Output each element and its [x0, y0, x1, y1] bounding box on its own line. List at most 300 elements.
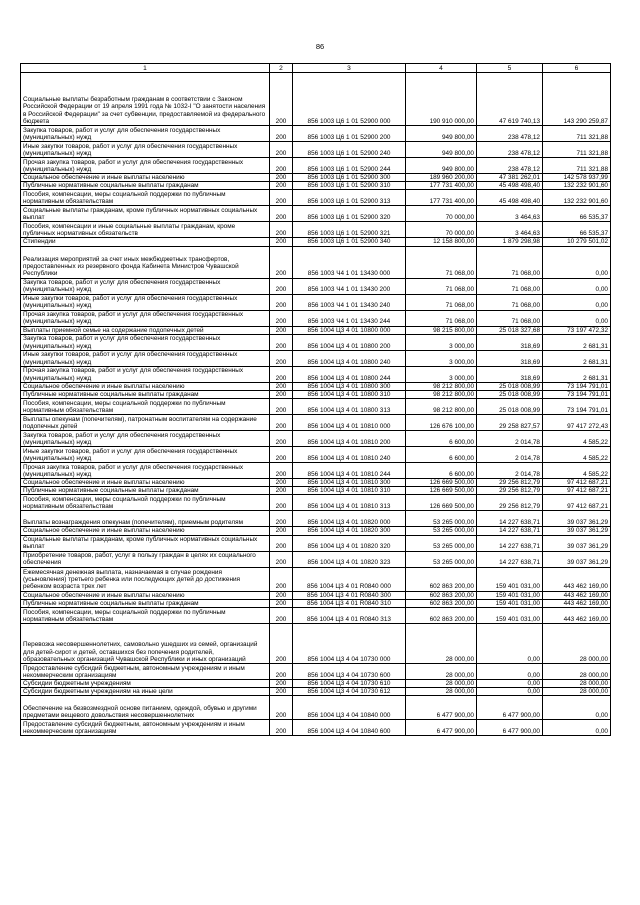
unexecuted-amount-cell: 73 194 791,01 — [543, 399, 611, 415]
approved-amount-cell: 6 600,00 — [406, 463, 477, 479]
expense-name-cell: Социальное обеспечение и иные выплаты населению — [21, 591, 270, 599]
executed-amount-cell: 14 227 638,71 — [477, 535, 543, 551]
budget-classification-code-cell: 856 1004 Ц3 4 01 R0840 310 — [293, 599, 406, 607]
admin-code-cell: 200 — [270, 350, 293, 366]
table-row — [21, 142, 611, 158]
approved-amount-cell: 71 068,00 — [406, 246, 477, 278]
approved-amount-cell: 53 265 000,00 — [406, 551, 477, 567]
admin-code-cell: 200 — [270, 158, 293, 174]
table-row — [21, 73, 611, 126]
budget-classification-code-cell: 856 1003 Ц6 1 01 52900 240 — [293, 142, 406, 158]
approved-amount-cell: 949 800,00 — [406, 126, 477, 142]
approved-amount-cell: 3 000,00 — [406, 334, 477, 350]
admin-code-cell: 200 — [270, 294, 293, 310]
expense-name-cell: Предоставление субсидий бюджетным, автономным учреждениям и иным некоммерческим организациям — [21, 720, 270, 736]
table-row — [21, 310, 611, 326]
admin-code-cell: 200 — [270, 431, 293, 447]
budget-classification-code-cell: 856 1003 Ц6 1 01 52900 321 — [293, 222, 406, 238]
expense-name-cell: Прочая закупка товаров, работ и услуг для обеспечения государственных (муниципальных) нужд — [21, 158, 270, 174]
executed-amount-cell: 25 018 008,99 — [477, 399, 543, 415]
expense-name-cell: Приобретение товаров, работ, услуг в пользу граждан в целях их социального обеспечения — [21, 551, 270, 567]
executed-amount-cell: 0,00 — [477, 688, 543, 696]
budget-classification-code-cell: 856 1004 Ц3 4 01 10810 240 — [293, 447, 406, 463]
admin-code-cell: 200 — [270, 334, 293, 350]
table-row — [21, 679, 611, 687]
admin-code-cell: 200 — [270, 222, 293, 238]
budget-classification-code-cell: 856 1003 Ц6 1 01 52900 320 — [293, 206, 406, 222]
executed-amount-cell: 2 014,78 — [477, 447, 543, 463]
expense-name-cell: Выплаты опекунам (попечителям), патронатным воспитателям на содержание подопечных детей — [21, 415, 270, 431]
table-row — [21, 696, 611, 720]
budget-classification-code-cell: 856 1004 Ц3 4 01 10810 244 — [293, 463, 406, 479]
executed-amount-cell: 318,69 — [477, 366, 543, 382]
admin-code-cell: 200 — [270, 591, 293, 599]
admin-code-cell: 200 — [270, 190, 293, 206]
table-row — [21, 366, 611, 382]
unexecuted-amount-cell: 0,00 — [543, 310, 611, 326]
expense-name-cell: Пособия, компенсации, меры социальной поддержки по публичным нормативным обязательствам — [21, 495, 270, 511]
expense-name-cell: Публичные нормативные социальные выплаты гражданам — [21, 487, 270, 495]
admin-code-cell: 200 — [270, 447, 293, 463]
approved-amount-cell: 98 215 800,00 — [406, 326, 477, 334]
approved-amount-cell: 53 265 000,00 — [406, 511, 477, 527]
expense-name-cell: Публичные нормативные социальные выплаты гражданам — [21, 390, 270, 398]
executed-amount-cell: 318,69 — [477, 334, 543, 350]
table-row — [21, 567, 611, 591]
budget-classification-code-cell: 856 1004 Ц3 4 04 10840 000 — [293, 696, 406, 720]
unexecuted-amount-cell: 132 232 901,60 — [543, 190, 611, 206]
column-header-5: 5 — [477, 64, 543, 73]
executed-amount-cell: 25 018 327,68 — [477, 326, 543, 334]
admin-code-cell: 200 — [270, 527, 293, 535]
executed-amount-cell: 45 498 498,40 — [477, 182, 543, 190]
admin-code-cell: 200 — [270, 415, 293, 431]
table-row — [21, 126, 611, 142]
executed-amount-cell: 0,00 — [477, 663, 543, 679]
table-row — [21, 551, 611, 567]
table-row — [21, 294, 611, 310]
table-row — [21, 238, 611, 246]
unexecuted-amount-cell: 142 578 937,99 — [543, 174, 611, 182]
admin-code-cell: 200 — [270, 238, 293, 246]
table-row — [21, 246, 611, 278]
table-row — [21, 607, 611, 623]
table-row — [21, 511, 611, 527]
executed-amount-cell: 14 227 638,71 — [477, 511, 543, 527]
column-header-4: 4 — [406, 64, 477, 73]
budget-classification-code-cell: 856 1004 Ц3 4 01 10820 000 — [293, 511, 406, 527]
approved-amount-cell: 70 000,00 — [406, 206, 477, 222]
approved-amount-cell: 6 477 900,00 — [406, 720, 477, 736]
approved-amount-cell: 6 600,00 — [406, 447, 477, 463]
unexecuted-amount-cell: 28 000,00 — [543, 688, 611, 696]
expense-name-cell: Закупка товаров, работ и услуг для обеспечения государственных (муниципальных) нужд — [21, 126, 270, 142]
budget-classification-code-cell: 856 1003 Ч4 1 01 13430 200 — [293, 278, 406, 294]
executed-amount-cell: 0,00 — [477, 679, 543, 687]
approved-amount-cell: 53 265 000,00 — [406, 527, 477, 535]
table-row — [21, 190, 611, 206]
approved-amount-cell: 28 000,00 — [406, 679, 477, 687]
admin-code-cell: 200 — [270, 390, 293, 398]
unexecuted-amount-cell: 4 585,22 — [543, 431, 611, 447]
approved-amount-cell: 71 068,00 — [406, 310, 477, 326]
admin-code-cell: 200 — [270, 126, 293, 142]
executed-amount-cell: 71 068,00 — [477, 310, 543, 326]
expense-name-cell: Закупка товаров, работ и услуг для обеспечения государственных (муниципальных) нужд — [21, 278, 270, 294]
approved-amount-cell: 12 158 800,00 — [406, 238, 477, 246]
page-number: 86 — [315, 42, 325, 51]
table-row — [21, 334, 611, 350]
unexecuted-amount-cell: 711 321,88 — [543, 142, 611, 158]
table-row — [21, 591, 611, 599]
approved-amount-cell: 98 212 800,00 — [406, 399, 477, 415]
budget-classification-code-cell: 856 1004 Ц3 4 01 10820 323 — [293, 551, 406, 567]
expense-name-cell: Пособия, компенсации и иные социальные выплаты гражданам, кроме публичных нормативных обязательств — [21, 222, 270, 238]
budget-classification-code-cell: 856 1004 Ц3 4 01 10800 200 — [293, 334, 406, 350]
admin-code-cell: 200 — [270, 142, 293, 158]
executed-amount-cell: 29 258 827,57 — [477, 415, 543, 431]
executed-amount-cell: 29 256 812,79 — [477, 495, 543, 511]
expense-name-cell: Социальное обеспечение и иные выплаты населению — [21, 174, 270, 182]
table-row — [21, 663, 611, 679]
approved-amount-cell: 189 960 200,00 — [406, 174, 477, 182]
admin-code-cell: 200 — [270, 463, 293, 479]
table-row — [21, 382, 611, 390]
table-body — [21, 73, 611, 736]
executed-amount-cell: 47 619 740,13 — [477, 73, 543, 126]
unexecuted-amount-cell: 73 197 472,32 — [543, 326, 611, 334]
table-row — [21, 390, 611, 398]
admin-code-cell: 200 — [270, 399, 293, 415]
expense-name-cell: Выплаты приемной семье на содержание подопечных детей — [21, 326, 270, 334]
unexecuted-amount-cell: 66 535,37 — [543, 206, 611, 222]
unexecuted-amount-cell: 0,00 — [543, 294, 611, 310]
unexecuted-amount-cell: 0,00 — [543, 720, 611, 736]
expense-name-cell: Предоставление субсидий бюджетным, автономным учреждениям и иным некоммерческим организациям — [21, 663, 270, 679]
executed-amount-cell: 45 498 498,40 — [477, 190, 543, 206]
unexecuted-amount-cell: 28 000,00 — [543, 623, 611, 663]
unexecuted-amount-cell: 39 037 361,29 — [543, 511, 611, 527]
approved-amount-cell: 53 265 000,00 — [406, 535, 477, 551]
unexecuted-amount-cell: 39 037 361,29 — [543, 551, 611, 567]
column-header-6: 6 — [543, 64, 611, 73]
executed-amount-cell: 6 477 900,00 — [477, 696, 543, 720]
approved-amount-cell: 6 600,00 — [406, 431, 477, 447]
expense-name-cell: Закупка товаров, работ и услуг для обеспечения государственных (муниципальных) нужд — [21, 334, 270, 350]
executed-amount-cell: 25 018 008,99 — [477, 390, 543, 398]
expense-name-cell: Субсидии бюджетным учреждениям — [21, 679, 270, 687]
table-row — [21, 463, 611, 479]
executed-amount-cell: 3 464,63 — [477, 206, 543, 222]
table-row — [21, 431, 611, 447]
table-row — [21, 599, 611, 607]
expense-name-cell: Публичные нормативные социальные выплаты гражданам — [21, 182, 270, 190]
unexecuted-amount-cell: 0,00 — [543, 246, 611, 278]
budget-classification-code-cell: 856 1004 Ц3 4 01 10800 300 — [293, 382, 406, 390]
budget-classification-code-cell: 856 1004 Ц3 4 01 10800 240 — [293, 350, 406, 366]
table-row — [21, 158, 611, 174]
table-row — [21, 278, 611, 294]
expense-name-cell: Публичные нормативные социальные выплаты гражданам — [21, 599, 270, 607]
column-header-1: 1 — [21, 64, 270, 73]
approved-amount-cell: 28 000,00 — [406, 688, 477, 696]
approved-amount-cell: 177 731 400,00 — [406, 190, 477, 206]
expense-name-cell: Прочая закупка товаров, работ и услуг для обеспечения государственных (муниципальных) нужд — [21, 310, 270, 326]
unexecuted-amount-cell: 132 232 901,60 — [543, 182, 611, 190]
admin-code-cell: 200 — [270, 551, 293, 567]
column-header-2: 2 — [270, 64, 293, 73]
budget-classification-code-cell: 856 1003 Ц6 1 01 52900 200 — [293, 126, 406, 142]
admin-code-cell: 200 — [270, 73, 293, 126]
expense-name-cell: Реализация мероприятий за счет иных межбюджетных трансфертов, предоставленных из резервного фонда Кабинета Министров Чувашской Республики — [21, 246, 270, 278]
approved-amount-cell: 98 212 800,00 — [406, 382, 477, 390]
approved-amount-cell: 98 212 800,00 — [406, 390, 477, 398]
executed-amount-cell: 14 227 638,71 — [477, 527, 543, 535]
expense-name-cell: Социальное обеспечение и иные выплаты населению — [21, 527, 270, 535]
admin-code-cell: 200 — [270, 720, 293, 736]
budget-classification-code-cell: 856 1004 Ц3 4 01 10800 313 — [293, 399, 406, 415]
expense-name-cell: Иные закупки товаров, работ и услуг для обеспечения государственных (муниципальных) нужд — [21, 142, 270, 158]
approved-amount-cell: 126 676 100,00 — [406, 415, 477, 431]
admin-code-cell: 200 — [270, 599, 293, 607]
budget-classification-code-cell: 856 1004 Ц3 4 04 10840 600 — [293, 720, 406, 736]
expense-name-cell: Обеспечение на безвозмездной основе питанием, одеждой, обувью и другими предметами вещевого довольствия несовершеннолетних — [21, 696, 270, 720]
admin-code-cell: 200 — [270, 487, 293, 495]
admin-code-cell: 200 — [270, 206, 293, 222]
admin-code-cell: 200 — [270, 495, 293, 511]
approved-amount-cell: 70 000,00 — [406, 222, 477, 238]
table-row — [21, 688, 611, 696]
table-row — [21, 399, 611, 415]
unexecuted-amount-cell: 711 321,88 — [543, 126, 611, 142]
approved-amount-cell: 3 000,00 — [406, 366, 477, 382]
table-row — [21, 487, 611, 495]
budget-classification-code-cell: 856 1004 Ц3 4 01 10810 313 — [293, 495, 406, 511]
approved-amount-cell: 602 863 200,00 — [406, 607, 477, 623]
approved-amount-cell: 602 863 200,00 — [406, 591, 477, 599]
unexecuted-amount-cell: 28 000,00 — [543, 663, 611, 679]
executed-amount-cell: 238 478,12 — [477, 126, 543, 142]
unexecuted-amount-cell: 97 412 687,21 — [543, 479, 611, 487]
expense-name-cell: Социальное обеспечение и иные выплаты населению — [21, 479, 270, 487]
executed-amount-cell: 159 401 031,00 — [477, 599, 543, 607]
budget-classification-code-cell: 856 1004 Ц3 4 01 10810 200 — [293, 431, 406, 447]
expense-name-cell: Перевозка несовершеннолетних, самовольно ушедших из семей, организаций для детей-сирот и детей, оставшихся без попечения родителей, образовательных организаций Чувашской Республики и иных организаций — [21, 623, 270, 663]
expense-name-cell: Социальное обеспечение и иные выплаты населению — [21, 382, 270, 390]
table-row — [21, 527, 611, 535]
unexecuted-amount-cell: 143 290 259,87 — [543, 73, 611, 126]
budget-classification-code-cell: 856 1003 Ч4 1 01 13430 240 — [293, 294, 406, 310]
budget-classification-code-cell: 856 1003 Ц6 1 01 52900 300 — [293, 174, 406, 182]
table-row — [21, 479, 611, 487]
admin-code-cell: 200 — [270, 663, 293, 679]
executed-amount-cell: 238 478,12 — [477, 158, 543, 174]
unexecuted-amount-cell: 2 681,31 — [543, 334, 611, 350]
budget-classification-code-cell: 856 1004 Ц3 4 04 10730 612 — [293, 688, 406, 696]
executed-amount-cell: 25 018 008,99 — [477, 382, 543, 390]
executed-amount-cell: 71 068,00 — [477, 246, 543, 278]
unexecuted-amount-cell: 711 321,88 — [543, 158, 611, 174]
approved-amount-cell: 602 863 200,00 — [406, 599, 477, 607]
executed-amount-cell: 1 879 298,98 — [477, 238, 543, 246]
approved-amount-cell: 126 669 500,00 — [406, 495, 477, 511]
unexecuted-amount-cell: 443 462 169,00 — [543, 607, 611, 623]
table-row — [21, 720, 611, 736]
approved-amount-cell: 3 000,00 — [406, 350, 477, 366]
executed-amount-cell: 14 227 638,71 — [477, 551, 543, 567]
executed-amount-cell: 29 256 812,79 — [477, 479, 543, 487]
budget-classification-code-cell: 856 1004 Ц3 4 01 10800 000 — [293, 326, 406, 334]
expense-name-cell: Иные закупки товаров, работ и услуг для обеспечения государственных (муниципальных) нужд — [21, 350, 270, 366]
table-row — [21, 623, 611, 663]
approved-amount-cell: 6 477 900,00 — [406, 696, 477, 720]
table-row — [21, 350, 611, 366]
unexecuted-amount-cell: 0,00 — [543, 696, 611, 720]
table-row — [21, 206, 611, 222]
admin-code-cell: 200 — [270, 246, 293, 278]
budget-classification-code-cell: 856 1004 Ц3 4 01 10800 310 — [293, 390, 406, 398]
executed-amount-cell: 29 256 812,79 — [477, 487, 543, 495]
expense-name-cell: Субсидии бюджетным учреждениям на иные цели — [21, 688, 270, 696]
admin-code-cell: 200 — [270, 479, 293, 487]
expense-name-cell: Пособия, компенсации, меры социальной поддержки по публичным нормативным обязательствам — [21, 607, 270, 623]
admin-code-cell: 200 — [270, 310, 293, 326]
executed-amount-cell: 159 401 031,00 — [477, 567, 543, 591]
approved-amount-cell: 126 669 500,00 — [406, 479, 477, 487]
unexecuted-amount-cell: 4 585,22 — [543, 463, 611, 479]
admin-code-cell: 200 — [270, 607, 293, 623]
admin-code-cell: 200 — [270, 535, 293, 551]
executed-amount-cell: 2 014,78 — [477, 431, 543, 447]
table-row — [21, 495, 611, 511]
expense-name-cell: Закупка товаров, работ и услуг для обеспечения государственных (муниципальных) нужд — [21, 431, 270, 447]
budget-classification-code-cell: 856 1004 Ц3 4 01 R0840 313 — [293, 607, 406, 623]
unexecuted-amount-cell: 28 000,00 — [543, 679, 611, 687]
approved-amount-cell: 28 000,00 — [406, 623, 477, 663]
admin-code-cell: 200 — [270, 511, 293, 527]
budget-classification-code-cell: 856 1003 Ц6 1 01 52900 340 — [293, 238, 406, 246]
unexecuted-amount-cell: 73 194 791,01 — [543, 382, 611, 390]
unexecuted-amount-cell: 4 585,22 — [543, 447, 611, 463]
executed-amount-cell: 238 478,12 — [477, 142, 543, 158]
expense-name-cell: Прочая закупка товаров, работ и услуг для обеспечения государственных (муниципальных) нужд — [21, 463, 270, 479]
executed-amount-cell: 159 401 031,00 — [477, 591, 543, 599]
expense-name-cell: Иные закупки товаров, работ и услуг для обеспечения государственных (муниципальных) нужд — [21, 447, 270, 463]
unexecuted-amount-cell: 97 412 687,21 — [543, 495, 611, 511]
budget-classification-code-cell: 856 1003 Ц6 1 01 52900 244 — [293, 158, 406, 174]
expense-name-cell: Социальные выплаты гражданам, кроме публичных нормативных социальных выплат — [21, 535, 270, 551]
budget-classification-code-cell: 856 1004 Ц3 4 04 10730 000 — [293, 623, 406, 663]
budget-classification-code-cell: 856 1004 Ц3 4 01 10820 320 — [293, 535, 406, 551]
expense-name-cell: Ежемесячная денежная выплата, назначаемая в случае рождения (усыновления) третьего ребенка или последующих детей до достижения ребенком возраста трех лет — [21, 567, 270, 591]
expense-name-cell: Социальные выплаты безработным гражданам в соответствии с Законом Российской Федерации от 19 апреля 1991 года № 1032-I "О занятости населения в Российской Федерации" за счет субвенции, предоставляемой из федерального бюджета — [21, 73, 270, 126]
column-header-3: 3 — [293, 64, 406, 73]
expense-name-cell: Выплаты вознаграждения опекунам (попечителям), приемным родителям — [21, 511, 270, 527]
admin-code-cell: 200 — [270, 278, 293, 294]
budget-classification-code-cell: 856 1003 Ц6 1 01 52900 310 — [293, 182, 406, 190]
unexecuted-amount-cell: 39 037 361,29 — [543, 527, 611, 535]
expense-name-cell: Иные закупки товаров, работ и услуг для обеспечения государственных (муниципальных) нужд — [21, 294, 270, 310]
unexecuted-amount-cell: 443 462 169,00 — [543, 591, 611, 599]
admin-code-cell: 200 — [270, 366, 293, 382]
unexecuted-amount-cell: 2 681,31 — [543, 366, 611, 382]
approved-amount-cell: 71 068,00 — [406, 278, 477, 294]
table-row — [21, 535, 611, 551]
approved-amount-cell: 949 800,00 — [406, 158, 477, 174]
approved-amount-cell: 602 863 200,00 — [406, 567, 477, 591]
executed-amount-cell: 318,69 — [477, 350, 543, 366]
approved-amount-cell: 177 731 400,00 — [406, 182, 477, 190]
approved-amount-cell: 28 000,00 — [406, 663, 477, 679]
unexecuted-amount-cell: 97 412 687,21 — [543, 487, 611, 495]
budget-classification-code-cell: 856 1003 Ц6 1 01 52900 313 — [293, 190, 406, 206]
admin-code-cell: 200 — [270, 182, 293, 190]
unexecuted-amount-cell: 66 535,37 — [543, 222, 611, 238]
executed-amount-cell: 159 401 031,00 — [477, 607, 543, 623]
budget-classification-code-cell: 856 1004 Ц3 4 01 10810 300 — [293, 479, 406, 487]
budget-classification-code-cell: 856 1004 Ц3 4 01 10810 310 — [293, 487, 406, 495]
unexecuted-amount-cell: 443 462 169,00 — [543, 567, 611, 591]
admin-code-cell: 200 — [270, 688, 293, 696]
table-row — [21, 174, 611, 182]
expense-name-cell: Стипендии — [21, 238, 270, 246]
executed-amount-cell: 3 464,63 — [477, 222, 543, 238]
table-header-row — [21, 64, 611, 73]
budget-classification-code-cell: 856 1004 Ц3 4 01 10820 300 — [293, 527, 406, 535]
budget-classification-code-cell: 856 1004 Ц3 4 01 10810 000 — [293, 415, 406, 431]
budget-classification-code-cell: 856 1004 Ц3 4 04 10730 600 — [293, 663, 406, 679]
unexecuted-amount-cell: 97 417 272,43 — [543, 415, 611, 431]
expense-name-cell: Пособия, компенсации, меры социальной поддержки по публичным нормативным обязательствам — [21, 399, 270, 415]
table-row — [21, 222, 611, 238]
admin-code-cell: 200 — [270, 326, 293, 334]
budget-classification-code-cell: 856 1003 Ч4 1 01 13430 244 — [293, 310, 406, 326]
admin-code-cell: 200 — [270, 174, 293, 182]
executed-amount-cell: 71 068,00 — [477, 278, 543, 294]
unexecuted-amount-cell: 73 194 791,01 — [543, 390, 611, 398]
executed-amount-cell: 0,00 — [477, 623, 543, 663]
executed-amount-cell: 2 014,78 — [477, 463, 543, 479]
budget-classification-code-cell: 856 1004 Ц3 4 01 R0840 300 — [293, 591, 406, 599]
budget-classification-code-cell: 856 1003 Ч4 1 01 13430 000 — [293, 246, 406, 278]
admin-code-cell: 200 — [270, 696, 293, 720]
executed-amount-cell: 71 068,00 — [477, 294, 543, 310]
expense-name-cell: Социальные выплаты гражданам, кроме публичных нормативных социальных выплат — [21, 206, 270, 222]
expense-name-cell: Прочая закупка товаров, работ и услуг для обеспечения государственных (муниципальных) нужд — [21, 366, 270, 382]
unexecuted-amount-cell: 10 279 501,02 — [543, 238, 611, 246]
unexecuted-amount-cell: 443 462 169,00 — [543, 599, 611, 607]
approved-amount-cell: 126 669 500,00 — [406, 487, 477, 495]
budget-execution-table — [20, 63, 611, 736]
table-row — [21, 415, 611, 431]
unexecuted-amount-cell: 39 037 361,29 — [543, 535, 611, 551]
executed-amount-cell: 6 477 900,00 — [477, 720, 543, 736]
budget-classification-code-cell: 856 1004 Ц3 4 01 R0840 000 — [293, 567, 406, 591]
unexecuted-amount-cell: 0,00 — [543, 278, 611, 294]
table-row — [21, 182, 611, 190]
approved-amount-cell: 190 910 000,00 — [406, 73, 477, 126]
admin-code-cell: 200 — [270, 382, 293, 390]
approved-amount-cell: 949 800,00 — [406, 142, 477, 158]
table-row — [21, 326, 611, 334]
budget-classification-code-cell: 856 1003 Ц6 1 01 52900 000 — [293, 73, 406, 126]
admin-code-cell: 200 — [270, 623, 293, 663]
approved-amount-cell: 71 068,00 — [406, 294, 477, 310]
admin-code-cell: 200 — [270, 679, 293, 687]
budget-classification-code-cell: 856 1004 Ц3 4 04 10730 610 — [293, 679, 406, 687]
executed-amount-cell: 47 381 262,01 — [477, 174, 543, 182]
table-row — [21, 447, 611, 463]
